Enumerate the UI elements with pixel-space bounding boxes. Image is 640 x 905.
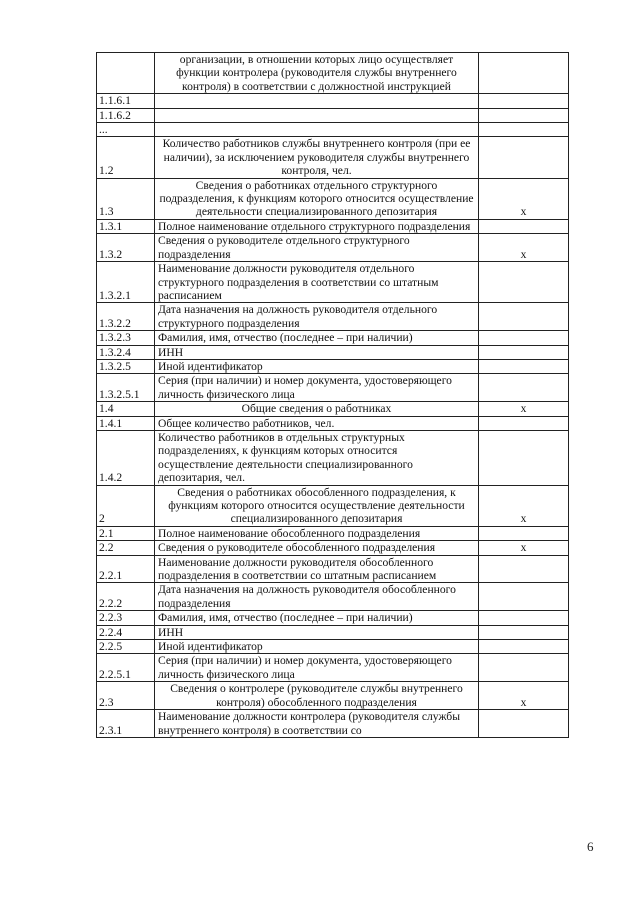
row-description-cell: Фамилия, имя, отчество (последнее – при наличии): [155, 331, 479, 345]
table-body: [97, 53, 569, 738]
table-row: [97, 303, 569, 331]
row-number-cell: 2.2.5: [97, 640, 155, 654]
page-number: 6: [587, 839, 594, 854]
table-row: [97, 123, 569, 137]
requirements-table: [96, 52, 569, 738]
row-mark-cell: [479, 108, 569, 122]
table-row: [97, 345, 569, 359]
table-row: [97, 625, 569, 639]
row-description-cell: [155, 108, 479, 122]
row-mark-cell: [479, 345, 569, 359]
row-description-cell: Сведения о руководителе обособленного подразделения: [155, 541, 479, 555]
table-row: [97, 416, 569, 430]
table-row: [97, 53, 569, 94]
table-row: [97, 331, 569, 345]
row-description-cell: Серия (при наличии) и номер документа, удостоверяющего личность физического лица: [155, 374, 479, 402]
row-mark-cell: x: [479, 682, 569, 710]
row-number-cell: 1.2: [97, 137, 155, 178]
table-row: [97, 94, 569, 108]
row-number-cell: 1.3.1: [97, 219, 155, 233]
row-mark-cell: x: [479, 541, 569, 555]
table-row: [97, 402, 569, 416]
row-description-cell: Иной идентификатор: [155, 640, 479, 654]
row-number-cell: 1.4.2: [97, 430, 155, 485]
table-row: [97, 611, 569, 625]
table-row: [97, 219, 569, 233]
row-mark-cell: [479, 331, 569, 345]
row-description-cell: Наименование должности руководителя обособленного подразделения в соответствии со штатным расписанием: [155, 555, 479, 583]
row-mark-cell: [479, 94, 569, 108]
table-row: [97, 682, 569, 710]
row-description-cell: Сведения о работниках обособленного подразделения, к функциям которого относится осуществление деятельности специализированного депозитария: [155, 485, 479, 526]
row-mark-cell: [479, 430, 569, 485]
row-description-cell: Иной идентификатор: [155, 359, 479, 373]
row-number-cell: 2.2.3: [97, 611, 155, 625]
row-number-cell: 2.2.2: [97, 583, 155, 611]
table-row: [97, 555, 569, 583]
row-description-cell: Фамилия, имя, отчество (последнее – при наличии): [155, 611, 479, 625]
row-description-cell: Дата назначения на должность руководителя отдельного структурного подразделения: [155, 303, 479, 331]
row-number-cell: 1.3.2.5: [97, 359, 155, 373]
row-mark-cell: [479, 262, 569, 303]
table-row: [97, 710, 569, 738]
row-description-cell: Сведения о работниках отдельного структурного подразделения, к функциям которого относится осуществление деятельности специализированного депозитария: [155, 178, 479, 219]
row-mark-cell: [479, 583, 569, 611]
row-mark-cell: [479, 53, 569, 94]
row-number-cell: 1.1.6.1: [97, 94, 155, 108]
row-number-cell: 2.3.1: [97, 710, 155, 738]
table-row: [97, 262, 569, 303]
row-description-cell: Наименование должности контролера (руководителя службы внутреннего контроля) в соответствии со: [155, 710, 479, 738]
row-number-cell: 1.4: [97, 402, 155, 416]
table-row: [97, 526, 569, 540]
row-number-cell: 1.3.2.4: [97, 345, 155, 359]
row-number-cell: 2.2: [97, 541, 155, 555]
row-mark-cell: [479, 374, 569, 402]
table-row: [97, 541, 569, 555]
row-number-cell: 2.2.1: [97, 555, 155, 583]
row-number-cell: 2: [97, 485, 155, 526]
row-mark-cell: [479, 611, 569, 625]
row-description-cell: Общее количество работников, чел.: [155, 416, 479, 430]
row-number-cell: 2.1: [97, 526, 155, 540]
row-description-cell: ИНН: [155, 625, 479, 639]
row-mark-cell: x: [479, 178, 569, 219]
row-mark-cell: [479, 640, 569, 654]
table-row: [97, 137, 569, 178]
table-row: [97, 654, 569, 682]
row-description-cell: Полное наименование отдельного структурного подразделения: [155, 219, 479, 233]
row-number-cell: 1.3.2: [97, 234, 155, 262]
table-row: [97, 359, 569, 373]
row-description-cell: Наименование должности руководителя отдельного структурного подразделения в соответствии со штатным расписанием: [155, 262, 479, 303]
row-mark-cell: [479, 359, 569, 373]
row-number-cell: 1.3.2.1: [97, 262, 155, 303]
table-row: [97, 234, 569, 262]
row-mark-cell: x: [479, 402, 569, 416]
row-description-cell: Дата назначения на должность руководителя обособленного подразделения: [155, 583, 479, 611]
row-mark-cell: x: [479, 234, 569, 262]
row-description-cell: Общие сведения о работниках: [155, 402, 479, 416]
table-row: [97, 430, 569, 485]
row-number-cell: 2.2.5.1: [97, 654, 155, 682]
row-number-cell: 2.2.4: [97, 625, 155, 639]
row-mark-cell: [479, 137, 569, 178]
row-number-cell: 1.3.2.5.1: [97, 374, 155, 402]
table-row: [97, 640, 569, 654]
row-description-cell: ИНН: [155, 345, 479, 359]
row-mark-cell: [479, 303, 569, 331]
row-description-cell: Серия (при наличии) и номер документа, удостоверяющего личность физического лица: [155, 654, 479, 682]
row-number-cell: 1.4.1: [97, 416, 155, 430]
row-description-cell: Сведения о контролере (руководителе службы внутреннего контроля) обособленного подразделения: [155, 682, 479, 710]
row-mark-cell: [479, 710, 569, 738]
row-number-cell: 1.3.2.2: [97, 303, 155, 331]
row-mark-cell: [479, 625, 569, 639]
table-row: [97, 583, 569, 611]
row-mark-cell: [479, 654, 569, 682]
table-row: [97, 108, 569, 122]
row-description-cell: организации, в отношении которых лицо осуществляет функции контролера (руководителя службы внутреннего контроля) в соответствии с должностной инструкцией: [155, 53, 479, 94]
row-mark-cell: [479, 555, 569, 583]
row-mark-cell: [479, 416, 569, 430]
row-mark-cell: [479, 123, 569, 137]
row-description-cell: [155, 94, 479, 108]
table-row: [97, 178, 569, 219]
row-description-cell: Количество работников в отдельных структурных подразделениях, к функциям которых относится осуществление деятельности специализированного депозитария, чел.: [155, 430, 479, 485]
row-description-cell: Сведения о руководителе отдельного структурного подразделения: [155, 234, 479, 262]
table-row: [97, 485, 569, 526]
row-description-cell: Полное наименование обособленного подразделения: [155, 526, 479, 540]
row-description-cell: Количество работников службы внутреннего контроля (при ее наличии), за исключением руководителя службы внутреннего контроля, чел.: [155, 137, 479, 178]
row-mark-cell: [479, 526, 569, 540]
table-row: [97, 374, 569, 402]
row-description-cell: [155, 123, 479, 137]
row-mark-cell: x: [479, 485, 569, 526]
row-number-cell: 1.1.6.2: [97, 108, 155, 122]
row-number-cell: 1.3: [97, 178, 155, 219]
row-mark-cell: [479, 219, 569, 233]
row-number-cell: ...: [97, 123, 155, 137]
row-number-cell: [97, 53, 155, 94]
row-number-cell: 2.3: [97, 682, 155, 710]
row-number-cell: 1.3.2.3: [97, 331, 155, 345]
